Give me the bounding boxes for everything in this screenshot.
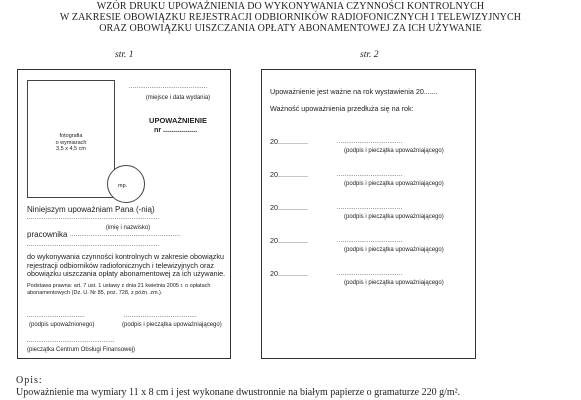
document-title: UPOWAŻNIENIE bbox=[149, 116, 207, 125]
document-number: nr ................. bbox=[154, 125, 198, 134]
signature-authorizing-label: (podpis i pieczątka upoważniającego) bbox=[122, 322, 222, 328]
body-line-2: rejestracji odbiorników radiofonicznych i telewizyjnych oraz bbox=[27, 260, 214, 270]
legal-line-1: Podstawa prawna: art. 7 ust. 1 ustawy z dnia 21 kwietnia 2005 r. o opłatach bbox=[27, 283, 211, 289]
header-line-2: W ZAKRESIE OBOWIĄZKU REJESTRACJI ODBIORNIKÓW RADIOFONICZNYCH I TELEWIZYJNYCH bbox=[59, 12, 522, 23]
signature-authorizing-dots: ....................................... bbox=[124, 313, 197, 319]
page-2-card bbox=[261, 69, 476, 359]
extension-signature-label: (podpis i pieczątka upoważniającego) bbox=[344, 280, 444, 286]
page-1-card bbox=[17, 69, 231, 359]
extension-signature-dots: ................................... bbox=[337, 172, 403, 178]
extension-year: 20............... bbox=[270, 236, 308, 245]
name-label: (imię i nazwisko) bbox=[105, 225, 151, 231]
stamp-label: mp. bbox=[118, 183, 128, 189]
authorize-text: Niniejszym upoważniam Pana (-nią) bbox=[27, 205, 155, 214]
place-date-label: (miejsce i data wydania) bbox=[145, 95, 211, 101]
signature-authorized-label: (podpis upoważnionego) bbox=[29, 322, 95, 328]
extension-signature-label: (podpis i pieczątka upoważniającego) bbox=[344, 214, 444, 220]
legal-basis bbox=[27, 283, 232, 296]
description-heading: Opis: bbox=[16, 375, 43, 386]
document-header bbox=[0, 1, 581, 34]
extension-year: 20............... bbox=[270, 137, 308, 146]
stamp-center-dots: ............................................... bbox=[27, 338, 115, 344]
employee-dots: ........................................................... bbox=[70, 232, 181, 238]
photo-caption-line-2: o wymiarach bbox=[55, 139, 87, 146]
stamp-circle bbox=[107, 165, 145, 203]
validity-text: Upoważnienie jest ważne na rok wystawienia 20....... bbox=[270, 87, 438, 96]
extension-signature-label: (podpis i pieczątka upoważniającego) bbox=[344, 148, 444, 154]
description-text: Upoważnienie ma wymiary 11 x 8 cm i jest wykonane dwustronnie na białym papierze o gramaturze 220 g/m². bbox=[16, 387, 461, 398]
stamp-center-label: (pieczątka Centrum Obsługi Finansowej) bbox=[27, 347, 136, 353]
place-date-dots: .......................................... bbox=[129, 84, 208, 90]
extension-signature-dots: ................................... bbox=[337, 205, 403, 211]
page-1-label: str. 1 bbox=[115, 50, 134, 60]
extension-signature-dots: ................................... bbox=[337, 238, 403, 244]
extension-year: 20............... bbox=[270, 203, 308, 212]
photo-box bbox=[27, 80, 115, 198]
extension-signature-label: (podpis i pieczątka upoważniającego) bbox=[344, 247, 444, 253]
extension-signature-label: (podpis i pieczątka upoważniającego) bbox=[344, 181, 444, 187]
header-line-3: ORAZ OBOWIĄZKU UISZCZANIA OPŁATY ABONAMENTOWEJ ZA ICH UŻYWANIE bbox=[99, 23, 482, 34]
page-2-label: str. 2 bbox=[360, 50, 379, 60]
header-line-1: WZÓR DRUKU UPOWAŻNIENIA DO WYKONYWANIA CZYNNOŚCI KONTROLNYCH bbox=[96, 1, 485, 12]
employee-dots-2: ....................................................................... bbox=[27, 242, 160, 248]
authorization-body bbox=[27, 253, 227, 279]
legal-line-2: abonamentowych (Dz. U. Nr 85, poz. 728, z późn. zm.). bbox=[27, 289, 163, 296]
photo-caption-line-1: fotografia bbox=[59, 133, 83, 139]
extension-signature-dots: ................................... bbox=[337, 271, 403, 277]
extension-year: 20............... bbox=[270, 170, 308, 179]
extension-signature-dots: ................................... bbox=[337, 139, 403, 145]
body-line-3: obowiązku uiszczania opłaty abonamentowej za ich używanie. bbox=[27, 269, 226, 278]
extension-year: 20............... bbox=[270, 269, 308, 278]
photo-caption-line-3: 3,5 x 4,5 cm bbox=[56, 146, 86, 152]
photo-caption bbox=[28, 133, 114, 153]
employee-label: pracownika bbox=[27, 230, 68, 239]
signature-authorized-dots: ............................... bbox=[27, 313, 85, 319]
name-dots: ....................................................................... bbox=[27, 215, 160, 221]
body-line-1: do wykonywania czynności kontrolnych w zakresie obowiązku bbox=[27, 252, 224, 261]
extension-text: Ważność upoważnienia przedłuża się na rok: bbox=[270, 104, 414, 113]
